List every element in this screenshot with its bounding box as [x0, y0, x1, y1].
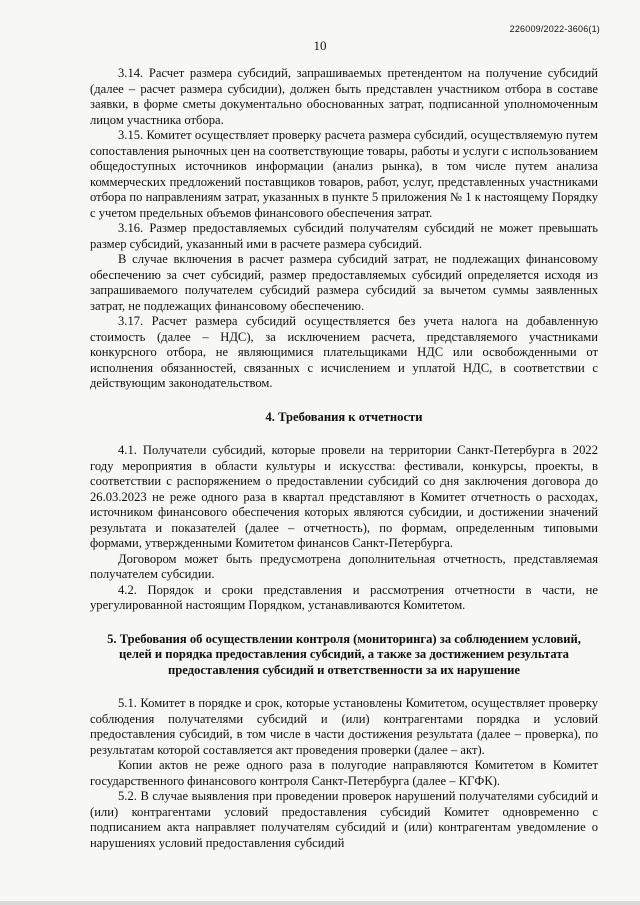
page-number: 10	[313, 38, 327, 53]
section-5-heading: 5. Требования об осуществлении контроля (мониторинга) за соблюдением условий, целей и порядка предоставления субсидий, а также за достижением результата предоставления субсидий и ответственности за их нарушение	[107, 631, 581, 677]
paragraph-4-1: 4.1. Получатели субсидий, которые провели на территории Санкт-Петербурга в 2022 году мероприятия в области культуры и искусства: фестивали, конкурсы, проекты, в соответствии с распоряжением о предоставлении субсидий со дня заключения договора до 26.03.2023 не реже одного раза в квартал представляют в Комитет отчетность о расходах, источником финансового обеспечения которых являются субсидии, и достижении значений результата и показателей (далее – отчетность), по формам, определенным типовыми формами, утвержденными Комитетом финансов Санкт-Петербурга.	[90, 443, 598, 550]
paragraph-3-15: 3.15. Комитет осуществляет проверку расчета размера субсидий, осуществляемую путем сопоставления рыночных цен на соответствующие товары, работы и услуги с использованием общедоступных источников информации (анализ рынка), в том числе путем анализа коммерческих предложений поставщиков товаров, работ, услуг, представленных участниками отбора по направлениям затрат, указанных в пункте 5 приложения № 1 к настоящему Порядку с учетом предельных объемов финансового обеспечения затрат.	[90, 128, 598, 220]
paragraph-5-1-cont: Копии актов не реже одного раза в полугодие направляются Комитетом в Комитет государственного финансового контроля Санкт-Петербурга (далее – КГФК).	[90, 758, 598, 788]
paragraph-3-14: 3.14. Расчет размера субсидий, запрашиваемых претендентом на получение субсидий (далее – расчет размера субсидии), должен быть представлен участником отбора в составе заявки, в форме сметы документально обоснованных затрат, подписанной уполномоченным лицом участника отбора.	[90, 66, 598, 127]
page-bottom-edge	[0, 901, 640, 905]
paragraph-5-1: 5.1. Комитет в порядке и срок, которые установлены Комитетом, осуществляет проверку соблюдения получателями субсидий и (или) контрагентами порядка и условий предоставления субсидий, в том числе в части достижения результата (далее – проверка), по результатам которой составляется акт проведения проверки (далее – акт).	[90, 696, 598, 757]
document-id: 226009/2022-3606(1)	[509, 24, 600, 34]
paragraph-4-1-cont: Договором может быть предусмотрена дополнительная отчетность, представляемая получателем субсидии.	[90, 551, 598, 581]
paragraph-3-17: 3.17. Расчет размера субсидий осуществляется без учета налога на добавленную стоимость (далее – НДС), за исключением расчета, представляемого участниками конкурсного отбора, не являющимися плательщиками НДС или освобожденными от исполнения обязанностей, связанных с исчислением и уплатой НДС, в соответствии с действующим законодательством.	[90, 314, 598, 390]
paragraph-3-16: 3.16. Размер предоставляемых субсидий получателям субсидий не может превышать размер субсидий, указанный ими в расчете размера субсидий.	[90, 221, 598, 251]
paragraph-3-16-cont: В случае включения в расчет размера субсидий затрат, не подлежащих финансовому обеспечению за счет субсидий, размер предоставляемых субсидий определяется исходя из запрашиваемого получателем субсидий размера субсидий за вычетом суммы заявленных затрат, не подлежащих финансовому обеспечению.	[90, 252, 598, 313]
section-4-heading: 4. Требования к отчетности	[265, 409, 423, 424]
paragraph-4-2: 4.2. Порядок и сроки представления и рассмотрения отчетности в части, не урегулированной настоящим Порядком, устанавливаются Комитетом.	[90, 582, 598, 612]
paragraph-5-2: 5.2. В случае выявления при проведении проверок нарушений получателями субсидий и (или) контрагентами условий предоставления субсидий Комитет одновременно с подписанием акта направляет получателям субсидий и (или) контрагентам уведомление о нарушениях условий предоставления субсидий	[90, 789, 598, 850]
document-body	[90, 66, 598, 851]
